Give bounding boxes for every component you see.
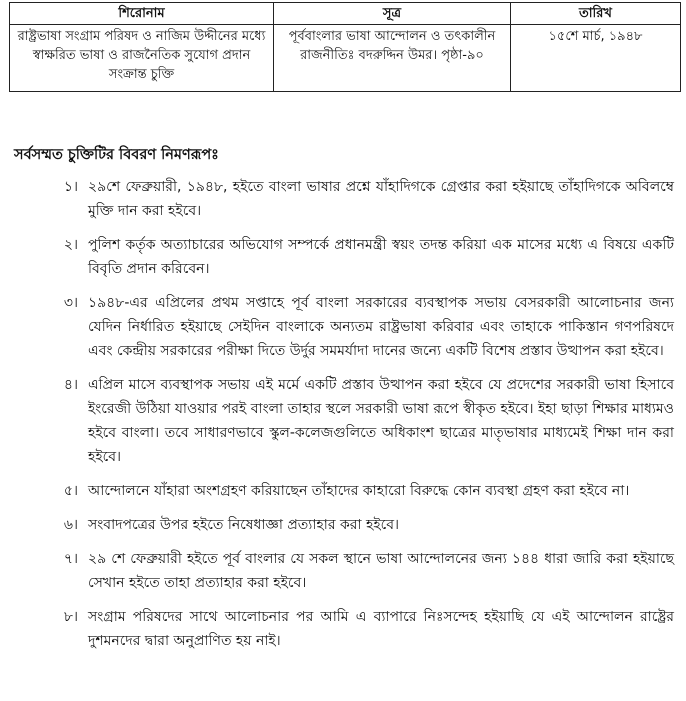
- table-header-row: [10, 3, 681, 25]
- header-title: শিরোনাম: [10, 3, 274, 25]
- clause-item: [14, 513, 674, 537]
- clause-text: ২৯শে ফেব্রুয়ারী, ১৯৪৮, হইতে বাংলা ভাষার প্রশ্নে যাঁহাদিগকে গ্রেপ্তার করা হইয়াছে তাঁহাদিগকে অবিলম্বে মুক্তি দান করা হইবে।: [88, 179, 674, 219]
- clause-text: সংবাদপত্রের উপর হইতে নিষেধাজ্ঞা প্রত্যাহার করা হইবে।: [88, 517, 400, 533]
- document-source-cell: পূর্ববাংলার ভাষা আন্দোলন ও তৎকালীন রাজনীতিঃ বদরুদ্দিন উমর। পৃষ্ঠা-৯০: [274, 25, 511, 92]
- clause-item: [14, 547, 674, 595]
- clause-number: ৮।: [63, 609, 78, 625]
- table-row: [10, 25, 681, 92]
- section-heading: সর্বসম্মত চুক্তিটির বিবরণ নিমণরূপঃ: [14, 147, 219, 163]
- clause-item: [14, 373, 674, 469]
- clause-item: [14, 233, 674, 281]
- clause-text: এপ্রিল মাসে ব্যবস্থাপক সভায় এই মর্মে একটি প্রস্তাব উত্থাপন করা হইবে যে প্রদেশের সরকারী ভাষা হিসাবে ইংরেজী উঠিয়া যাওয়ার পরই বাংলা তাহার স্থলে সরকারী ভাষা রূপে স্বীকৃত হইবে। ইহা ছাড়া শিক্ষার মাধ্যমও হইবে বাংলা। তবে সাধারণভাবে স্কুল-কলেজগুলিতে অধিকাংশ ছাত্রের মাতৃভাষার মাধ্যমেই শিক্ষা দান করা হইবে।: [88, 377, 674, 465]
- clause-number: ৬।: [63, 517, 78, 533]
- clause-text: পুলিশ কর্তৃক অত্যাচারের অভিযোগ সম্পর্কে প্রধানমন্ত্রী স্বয়ং তদন্ত করিয়া এক মাসের মধ্যে এ বিষয়ে একটি বিবৃতি প্রদান করিবেন।: [88, 237, 674, 277]
- clause-number: ২।: [63, 237, 78, 253]
- clause-item: [14, 605, 674, 653]
- clause-number: ১।: [63, 179, 78, 195]
- clause-text: সংগ্রাম পরিষদের সাথে আলোচনার পর আমি এ ব্যাপারে নিঃসন্দেহ হইয়াছি যে এই আন্দোলন রাষ্ট্রের দুশমনদের দ্বারা অনুপ্রাণিত হয় নাই।: [88, 609, 674, 649]
- document-date-cell: ১৫শে মার্চ, ১৯৪৮: [511, 25, 681, 92]
- agreement-clause-list: [14, 175, 674, 663]
- clause-number: ৩।: [63, 295, 78, 311]
- clause-text: ২৯ শে ফেব্রুয়ারী হইতে পূর্ব বাংলার যে সকল স্থানে ভাষা আন্দোলনের জন্য ১৪৪ ধারা জারি করা হইয়াছে সেখান হইতে তাহা প্রত্যাহার করা হইবে।: [88, 551, 674, 591]
- header-source: সূত্র: [274, 3, 511, 25]
- clause-number: ৫।: [63, 483, 78, 499]
- document-title-cell: রাষ্ট্রভাষা সংগ্রাম পরিষদ ও নাজিম উদ্দীনের মধ্যে স্বাক্ষরিত ভাষা ও রাজনৈতিক সুযোগ প্রদান সংক্রান্ত চুক্তি: [10, 25, 274, 92]
- clause-number: ৪।: [63, 377, 78, 393]
- header-date: তারিখ: [511, 3, 681, 25]
- clause-item: [14, 175, 674, 223]
- document-metadata-table: [9, 2, 681, 92]
- clause-text: আন্দোলনে যাঁহারা অংশগ্রহণ করিয়াছেন তাঁহাদের কাহারো বিরুদ্ধে কোন ব্যবস্থা গ্রহণ করা হইবে না।: [88, 483, 630, 499]
- clause-item: [14, 291, 674, 363]
- clause-text: ১৯৪৮-এর এপ্রিলের প্রথম সপ্তাহে পূর্ব বাংলা সরকারের ব্যবস্থাপক সভায় বেসরকারী আলোচনার জন্য যেদিন নির্ধারিত হইয়াছে সেইদিন বাংলাকে অন্যতম রাষ্ট্রভাষা করিবার এবং তাহাকে পাকিস্তান গণপরিষদে এবং কেন্দ্রীয় সরকারের পরীক্ষা দিতে উর্দুর সমমর্যাদা দানের জন্যে একটি বিশেষ প্রস্তাব উত্থাপন করা হইবে।: [88, 295, 674, 359]
- clause-number: ৭।: [63, 551, 78, 567]
- clause-item: [14, 479, 674, 503]
